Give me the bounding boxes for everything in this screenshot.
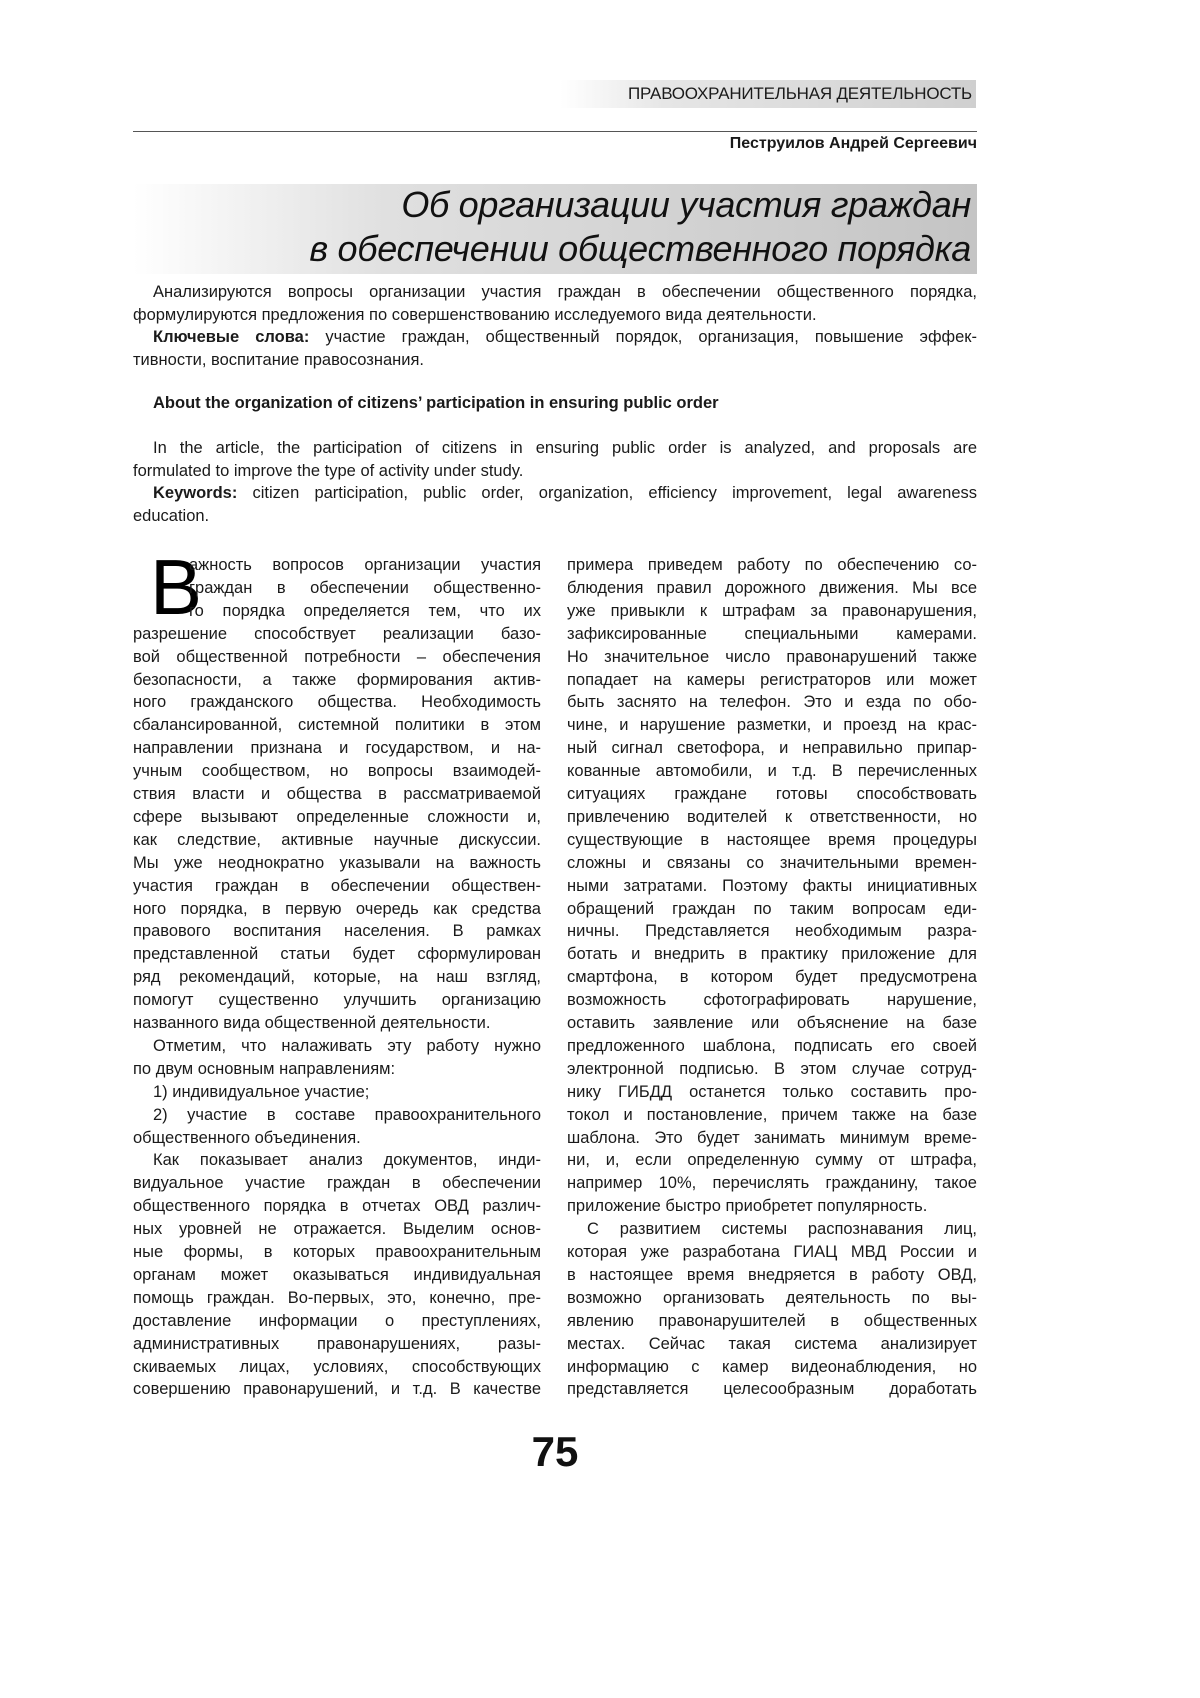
line-text: зафиксированные специальными камерами. <box>567 625 977 643</box>
article-title <box>133 184 977 274</box>
line-text: явлению правонарушителей в общественных <box>567 1312 977 1330</box>
text-line <box>567 829 977 852</box>
line-text: сфере вызывают определенные сложности и, <box>133 808 541 826</box>
line-text: Мы уже неоднократно указывали на важность <box>133 854 541 872</box>
line-text: по двум основным направлениям: <box>133 1060 395 1078</box>
text-line <box>567 1195 977 1218</box>
text-line <box>567 1264 977 1287</box>
text-line <box>133 1310 541 1333</box>
text-line <box>133 1195 541 1218</box>
text-line <box>567 1241 977 1264</box>
line-text: доставление информации о преступлениях, <box>133 1312 541 1330</box>
line-text: Как показывает анализ документов, инди- <box>153 1151 541 1169</box>
text-line <box>189 554 541 577</box>
text-line <box>567 1333 977 1356</box>
line-text: предложенного шаблона, подписать его своей <box>567 1037 977 1055</box>
line-text: вой общественной потребности – обеспечения <box>133 648 541 666</box>
line-text: уже привыкли к штрафам за правонарушения, <box>567 602 977 620</box>
line-text: информацию с камер видеонаблюдения, но <box>567 1358 977 1376</box>
text-line <box>133 623 541 646</box>
line-text: ничны. Представляется необходимым разра- <box>567 922 977 940</box>
line-text: примера приведем работу по обеспечению со- <box>567 556 977 574</box>
text-line <box>567 1287 977 1310</box>
line-text: правового воспитания населения. В рамках <box>133 922 541 940</box>
text-line <box>133 1241 541 1264</box>
author-name: Пеструилов Андрей Сергеевич <box>730 135 977 153</box>
line-text: названного вида общественной деятельности. <box>133 1014 490 1032</box>
text-line <box>567 920 977 943</box>
line-text: citizen participation, public order, organization, efficiency improvement, legal awareness <box>237 484 977 502</box>
text-line <box>567 669 977 692</box>
line-text: ного гражданского общества. Необходимость <box>133 693 541 711</box>
text-line <box>567 875 977 898</box>
line-text: ряд рекомендаций, которые, на наш взгляд, <box>133 968 541 986</box>
text-line <box>133 1218 541 1241</box>
text-line <box>567 852 977 875</box>
line-text: участие граждан, общественный порядок, организация, повышение эффек- <box>309 328 977 346</box>
text-line <box>133 646 541 669</box>
line-text: formulated to improve the type of activity under study. <box>133 462 523 480</box>
text-line <box>153 1104 541 1127</box>
text-line <box>189 577 541 600</box>
line-text: общественного объединения. <box>133 1129 361 1147</box>
text-line <box>567 1127 977 1150</box>
text-line <box>153 482 977 505</box>
text-line <box>133 898 541 921</box>
text-line <box>133 783 541 806</box>
text-line <box>567 646 977 669</box>
line-text: представленной статьи будет сформулирован <box>133 945 541 963</box>
text-line <box>567 737 977 760</box>
line-text: в настоящее время внедряется в работу ОВД, <box>567 1266 977 1284</box>
text-line <box>153 1081 541 1104</box>
line-text: 2) участие в составе правоохранительного <box>153 1106 541 1124</box>
line-text: сложны и связаны со значительными времен- <box>567 854 977 872</box>
text-line <box>133 989 541 1012</box>
text-line <box>567 966 977 989</box>
line-text: ных уровней не отражается. Выделим основ- <box>133 1220 541 1238</box>
text-line <box>567 989 977 1012</box>
line-text: формулируются предложения по совершенствованию исследуемого вида деятельности. <box>133 306 817 324</box>
text-line <box>567 623 977 646</box>
line-text: ни, и, если определенную сумму от штрафа, <box>567 1151 977 1169</box>
text-line <box>133 1287 541 1310</box>
text-line <box>133 1172 541 1195</box>
line-text: административных правонарушениях, разы- <box>133 1335 541 1353</box>
line-text: приложение быстро приобретет популярность. <box>567 1197 927 1215</box>
text-line <box>567 806 977 829</box>
line-text: го порядка определяется тем, что их <box>189 602 541 620</box>
text-line <box>133 966 541 989</box>
text-line <box>133 1127 541 1150</box>
text-line <box>133 1356 541 1379</box>
line-text: органам может оказываться индивидуальная <box>133 1266 541 1284</box>
text-line <box>133 875 541 898</box>
line-text: сбалансированной, системной политики в этом <box>133 716 541 734</box>
line-text: Но значительное число правонарушений также <box>567 648 977 666</box>
line-text: общественного порядка в отчетах ОВД различ- <box>133 1197 541 1215</box>
line-text: 1) индивидуальное участие; <box>153 1083 369 1101</box>
line-text: быть заснято на телефон. Это и езда по обо- <box>567 693 977 711</box>
line-text: помогут существенно улучшить организацию <box>133 991 541 1009</box>
line-text: оставить заявление или объяснение на базе <box>567 1014 977 1032</box>
text-line <box>153 1149 541 1172</box>
text-line <box>567 1378 977 1401</box>
text-line <box>567 783 977 806</box>
line-text: возможно организовать деятельность по вы- <box>567 1289 977 1307</box>
text-line <box>133 829 541 852</box>
text-line <box>153 326 977 349</box>
text-line <box>133 1333 541 1356</box>
text-line <box>567 1104 977 1127</box>
line-text: помощь граждан. Во-первых, это, конечно, пре- <box>133 1289 541 1307</box>
line-text: education. <box>133 507 209 525</box>
text-line <box>133 349 977 372</box>
line-text: например 10%, перечислять гражданину, такое <box>567 1174 977 1192</box>
english-title: About the organization of citizens’ participation in ensuring public order <box>153 392 719 415</box>
line-text: нику ГИБДД останется только составить про- <box>567 1083 977 1101</box>
line-text: токол и постановление, причем также на базе <box>567 1106 977 1124</box>
text-line <box>567 1081 977 1104</box>
text-line <box>133 505 977 528</box>
text-line <box>567 577 977 600</box>
line-text: ствия власти и общества в рассматриваемой <box>133 785 541 803</box>
text-line <box>567 691 977 714</box>
keywords-label: Ключевые слова: <box>153 328 309 346</box>
line-text: видуальное участие граждан в обеспечении <box>133 1174 541 1192</box>
line-text: ажность вопросов организации участия <box>189 556 541 574</box>
text-line <box>133 760 541 783</box>
line-text: представляется целесообразным доработать <box>567 1380 977 1398</box>
text-line <box>567 1012 977 1035</box>
text-line <box>567 1172 977 1195</box>
header-divider <box>133 131 977 132</box>
text-line <box>189 600 541 623</box>
line-text: блюдения правил дорожного движения. Мы все <box>567 579 977 597</box>
text-line <box>153 437 977 460</box>
line-text: In the article, the participation of citizens in ensuring public order is analyzed, and proposals are <box>153 439 977 457</box>
line-text: обращений граждан по таким вопросам еди- <box>567 900 977 918</box>
line-text: тивности, воспитание правосознания. <box>133 351 424 369</box>
rubric-text: ПРАВООХРАНИТЕЛЬНАЯ ДЕЯТЕЛЬНОСТЬ <box>628 84 972 104</box>
line-text: привлечению водителей к ответственности, но <box>567 808 977 826</box>
page-number: 75 <box>0 1428 1110 1476</box>
text-line <box>567 898 977 921</box>
line-text: местах. Сейчас такая система анализирует <box>567 1335 977 1353</box>
line-text: С развитием системы распознавания лиц, <box>587 1220 977 1238</box>
line-text: кованные автомобили, и т.д. В перечисленных <box>567 762 977 780</box>
text-line <box>587 1218 977 1241</box>
title-line-2: в обеспечении общественного порядка <box>309 228 971 270</box>
text-line <box>567 600 977 623</box>
line-text: как следствие, активные научные дискуссии. <box>133 831 541 849</box>
text-line <box>153 1035 541 1058</box>
text-line <box>133 1012 541 1035</box>
text-line <box>133 737 541 760</box>
line-text: ного порядка, в первую очередь как средства <box>133 900 541 918</box>
line-text: ботать и внедрить в практику приложение для <box>567 945 977 963</box>
text-line <box>567 1035 977 1058</box>
text-line <box>133 691 541 714</box>
text-line <box>567 1310 977 1333</box>
text-line <box>567 760 977 783</box>
line-text: участия граждан в обеспечении обществен- <box>133 877 541 895</box>
line-text: ный сигнал светофора, и неправильно припар- <box>567 739 977 757</box>
line-text: смартфона, в котором будет предусмотрена <box>567 968 977 986</box>
text-line <box>567 1149 977 1172</box>
text-line <box>133 806 541 829</box>
drop-cap: В <box>150 548 202 626</box>
text-line <box>133 1264 541 1287</box>
line-text: ные формы, в которых правоохранительным <box>133 1243 541 1261</box>
line-text: электронной подписью. В этом случае сотруд- <box>567 1060 977 1078</box>
text-line <box>133 460 977 483</box>
line-text: учным сообществом, но вопросы взаимодей- <box>133 762 541 780</box>
line-text: разрешение способствует реализации базо- <box>133 625 541 643</box>
text-line <box>133 1378 541 1401</box>
text-line <box>153 281 977 304</box>
line-text: ситуациях граждане готовы способствовать <box>567 785 977 803</box>
line-text: Отметим, что налаживать эту работу нужно <box>153 1037 541 1055</box>
section-rubric <box>560 80 976 108</box>
line-text: направлении признана и государством, и на- <box>133 739 541 757</box>
text-line <box>133 852 541 875</box>
title-line-1: Об организации участия граждан <box>401 184 971 226</box>
text-line <box>133 920 541 943</box>
line-text: ными затратами. Поэтому факты инициативных <box>567 877 977 895</box>
line-text: совершению правонарушений, и т.д. В качестве <box>133 1380 541 1398</box>
line-text: существующие в настоящее время процедуры <box>567 831 977 849</box>
text-line <box>133 943 541 966</box>
line-text: шаблона. Это будет занимать минимум време- <box>567 1129 977 1147</box>
line-text: которая уже разработана ГИАЦ МВД России и <box>567 1243 977 1261</box>
text-line <box>133 714 541 737</box>
text-line <box>133 304 977 327</box>
line-text: Анализируются вопросы организации участия граждан в обеспечении общественного порядка, <box>153 283 977 301</box>
line-text: безопасности, а также формирования актив- <box>133 671 541 689</box>
line-text: возможность сфотографировать нарушение, <box>567 991 977 1009</box>
text-line <box>567 554 977 577</box>
line-text: попадает на камеры регистраторов или может <box>567 671 977 689</box>
line-text: скиваемых лицах, условиях, способствующих <box>133 1358 541 1376</box>
line-text: граждан в обеспечении общественно- <box>189 579 541 597</box>
text-line <box>133 669 541 692</box>
text-line <box>567 714 977 737</box>
text-line <box>133 1058 541 1081</box>
text-line <box>567 943 977 966</box>
text-line <box>567 1356 977 1379</box>
keywords-label: Keywords: <box>153 484 237 502</box>
text-line <box>567 1058 977 1081</box>
line-text: чине, и нарушение разметки, и проезд на крас- <box>567 716 977 734</box>
